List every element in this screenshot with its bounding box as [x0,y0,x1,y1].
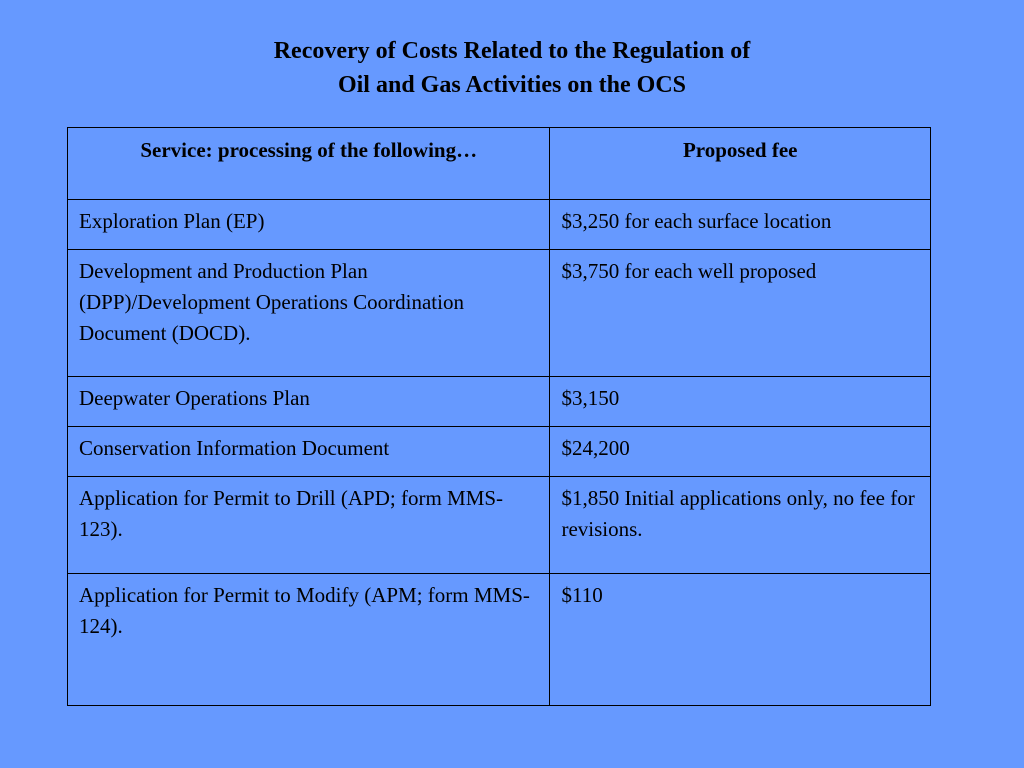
column-header-service: Service: processing of the following… [68,128,550,200]
service-cell: Development and Production Plan (DPP)/Development Operations Coordination Document (DOCD). [68,250,550,377]
slide-title-line-1: Recovery of Costs Related to the Regulation of [273,38,751,64]
fee-cell: $3,150 [550,377,931,427]
table-row [68,200,931,250]
table-row [68,377,931,427]
service-cell: Exploration Plan (EP) [68,200,550,250]
service-cell: Conservation Information Document [68,427,550,477]
table-row [68,574,931,706]
fee-cell: $3,250 for each surface location [550,200,931,250]
table-row [68,477,931,574]
fee-cell: $110 [550,574,931,706]
service-cell: Deepwater Operations Plan [68,377,550,427]
fee-cell: $3,750 for each well proposed [550,250,931,377]
fee-cell: $1,850 Initial applications only, no fee for revisions. [550,477,931,574]
fee-cell: $24,200 [550,427,931,477]
table-row [68,250,931,377]
slide-title [0,34,1024,102]
slide-title-line-2: Oil and Gas Activities on the OCS [337,72,687,98]
fee-table [67,127,931,706]
column-header-fee: Proposed fee [550,128,931,200]
table-row [68,427,931,477]
service-cell: Application for Permit to Modify (APM; form MMS-124). [68,574,550,706]
table-header-row [68,128,931,200]
service-cell: Application for Permit to Drill (APD; form MMS-123). [68,477,550,574]
